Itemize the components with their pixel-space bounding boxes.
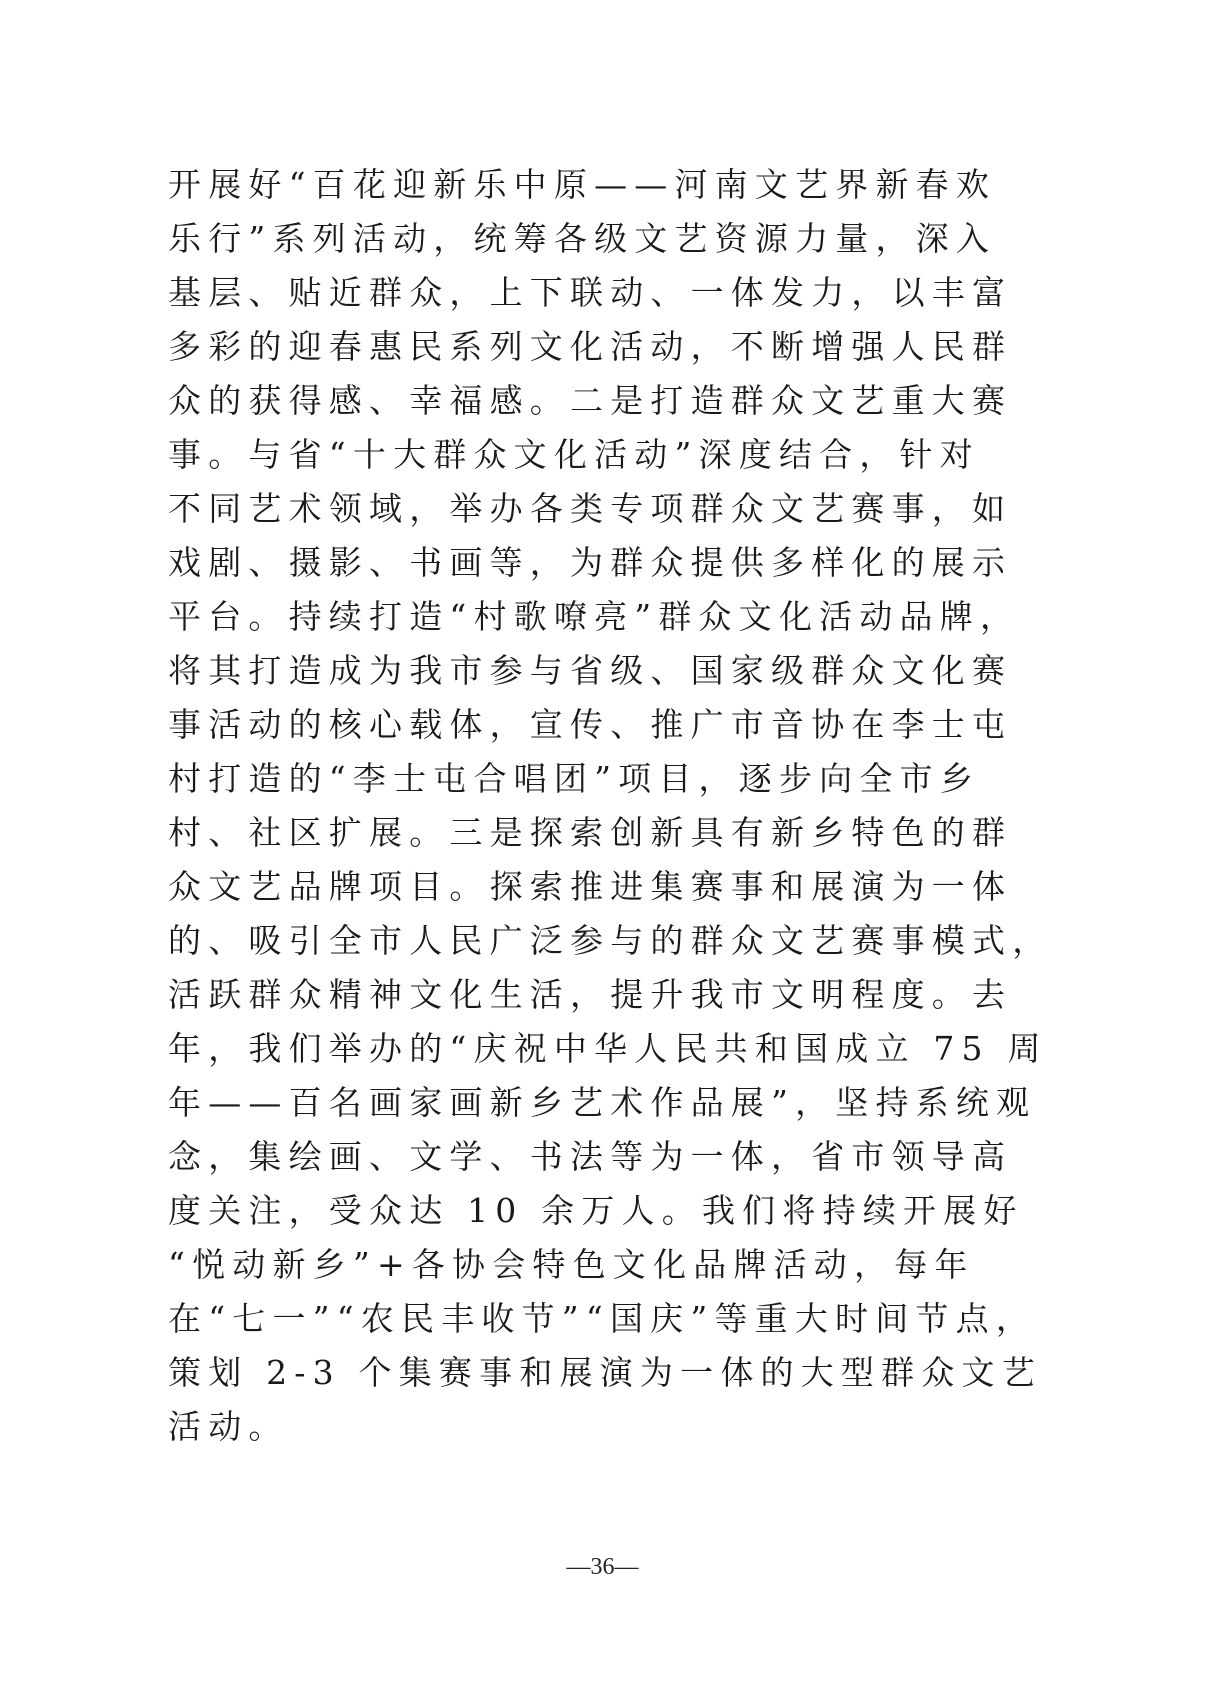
text-line: 年——百名画家画新乡艺术作品展”，坚持系统观 <box>168 1083 1037 1122</box>
text-line: 众的获得感、幸福感。二是打造群众文艺重大赛 <box>168 381 1013 420</box>
text-line: 村打造的“李士屯合唱团”项目，逐步向全市乡 <box>168 759 980 798</box>
text-line: 事。与省“十大群众文化活动”深度结合，针对 <box>168 435 980 474</box>
text-line: 众文艺品牌项目。探索推进集赛事和展演为一体 <box>168 867 1013 906</box>
text-line: 度关注，受众达 10 余万人。我们将持续开展好 <box>168 1191 1024 1230</box>
body-paragraph <box>168 158 1053 1454</box>
text-line: 开展好“百花迎新乐中原——河南文艺界新春欢 <box>168 165 997 204</box>
text-line: 年，我们举办的“庆祝中华人民共和国成立 75 周 <box>168 1029 1048 1068</box>
text-line: 村、社区扩展。三是探索创新具有新乡特色的群 <box>168 813 1013 852</box>
text-line: 戏剧、摄影、书画等，为群众提供多样化的展示 <box>168 543 1013 582</box>
page-number: —36— <box>566 1554 639 1580</box>
text-line: 念，集绘画、文学、书法等为一体，省市领导高 <box>168 1137 1013 1176</box>
text-line: 事活动的核心载体，宣传、推广市音协在李士屯 <box>168 705 1013 744</box>
text-line: 活跃群众精神文化生活，提升我市文明程度。去 <box>168 975 1013 1014</box>
text-line: 乐行”系列活动，统筹各级文艺资源力量，深入 <box>168 219 997 258</box>
text-line: 多彩的迎春惠民系列文化活动，不断增强人民群 <box>168 327 1013 366</box>
text-line: 基层、贴近群众，上下联动、一体发力，以丰富 <box>168 273 1013 312</box>
text-line: 策划 2-3 个集赛事和展演为一体的大型群众文艺 <box>168 1353 1042 1392</box>
text-line: 平台。持续打造“村歌嘹亮”群众文化活动品牌， <box>168 597 1021 636</box>
text-line: 的、吸引全市人民广泛参与的群众文艺赛事模式， <box>168 921 1053 960</box>
text-line: 在“七一”“农民丰收节”“国庆”等重大时间节点， <box>168 1299 1037 1338</box>
text-line: 不同艺术领域，举办各类专项群众文艺赛事，如 <box>168 489 1013 528</box>
text-line: “悦动新乡”+各协会特色文化品牌活动，每年 <box>168 1245 975 1284</box>
text-line: 将其打造成为我市参与省级、国家级群众文化赛 <box>168 651 1013 690</box>
text-line-last: 活动。 <box>168 1407 289 1446</box>
